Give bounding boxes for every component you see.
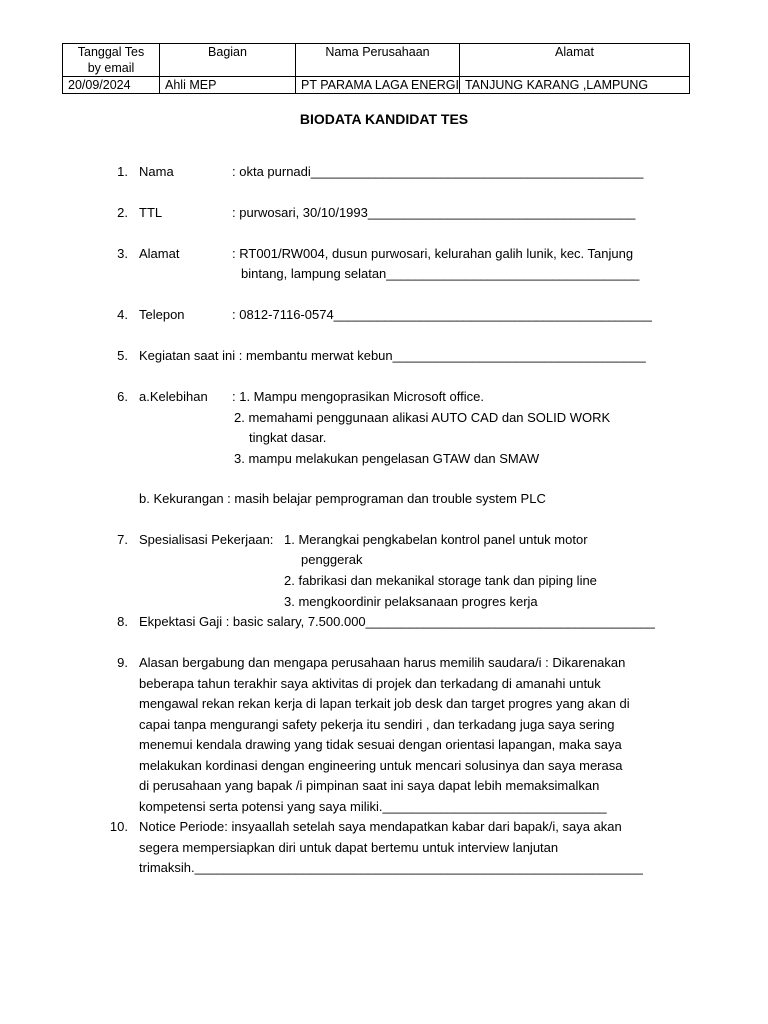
kekurangan-text: b. Kekurangan : masih belajar pemprograman dan trouble system PLC xyxy=(139,491,546,506)
notice-line: segera mempersiapkan diri untuk dapat bertemu untuk interview lanjutan xyxy=(139,840,559,855)
cell-alamat: TANJUNG KARANG ,LAMPUNG xyxy=(460,77,690,94)
item-number-3: 3. xyxy=(117,246,128,261)
alasan-line: capai tanpa mengurangi safety pekerja itu sendiri , dan terkadang juga saya sering xyxy=(139,717,615,732)
kelebihan-line4: 3. mampu melakukan pengelasan GTAW dan SMAW xyxy=(234,451,540,466)
header-table-data-row xyxy=(63,77,690,94)
item-number-10: 10. xyxy=(109,819,128,834)
cell-bagian: Ahli MEP xyxy=(160,77,296,94)
nama-label: Nama xyxy=(139,164,174,179)
col-tanggal-header-line2: by email xyxy=(87,61,135,75)
alasan-line: mengawal rekan rekan kerja di lapan terkait job desk dan target progres yang akan di xyxy=(139,696,630,711)
item-number-1: 1. xyxy=(117,164,128,179)
kelebihan-line3: tingkat dasar. xyxy=(249,430,327,445)
item-number-9: 9. xyxy=(117,655,128,670)
ttl-label: TTL xyxy=(139,205,163,220)
cell-perusahaan: PT PARAMA LAGA ENERGI xyxy=(296,77,460,94)
cell-tanggal: 20/09/2024 xyxy=(63,77,160,94)
telepon-value: : 0812-7116-0574____________________________________________ xyxy=(232,307,652,322)
col-bagian-header: Bagian xyxy=(160,44,296,77)
spesialisasi-line2: penggerak xyxy=(301,552,363,567)
spesialisasi-line1: 1. Merangkai pengkabelan kontrol panel untuk motor xyxy=(284,532,588,547)
gaji-text: Ekpektasi Gaji : basic salary, 7.500.000________________________________________ xyxy=(139,614,655,629)
alamat-label: Alamat xyxy=(139,246,180,261)
kegiatan-text: Kegiatan saat ini : membantu merwat kebun___________________________________ xyxy=(139,348,646,363)
col-perusahaan-header: Nama Perusahaan xyxy=(296,44,460,77)
col-tanggal-header-line1: Tanggal Tes xyxy=(77,45,145,59)
kelebihan-line1: : 1. Mampu mengoprasikan Microsoft office. xyxy=(232,389,484,404)
item-number-8: 8. xyxy=(117,614,128,629)
alamat-value-line1: : RT001/RW004, dusun purwosari, kelurahan galih lunik, kec. Tanjung xyxy=(232,246,634,261)
kelebihan-label: a.Kelebihan xyxy=(139,389,208,404)
nama-value: : okta purnadi______________________________________________ xyxy=(232,164,644,179)
telepon-label: Telepon xyxy=(139,307,185,322)
item-number-6: 6. xyxy=(117,389,128,404)
notice-line: trimaksih.______________________________________________________________ xyxy=(139,860,643,875)
item-number-4: 4. xyxy=(117,307,128,322)
alamat-value-line2: bintang, lampung selatan___________________________________ xyxy=(241,266,640,281)
alasan-line: menemui kendala drawing yang tidak sesuai dengan orientasi lapangan, maka saya xyxy=(139,737,622,752)
ttl-value: : purwosari, 30/10/1993_____________________________________ xyxy=(232,205,636,220)
header-table xyxy=(62,43,690,94)
notice-line: Notice Periode: insyaallah setelah saya mendapatkan kabar dari bapak/i, saya akan xyxy=(139,819,622,834)
spesialisasi-line4: 3. mengkoordinir pelaksanaan progres kerja xyxy=(284,594,538,609)
item-number-5: 5. xyxy=(117,348,128,363)
alasan-line: kompetensi serta potensi yang saya miliki._______________________________ xyxy=(139,799,607,814)
alasan-line: di perusahaan yang bapak /i pimpinan saat ini saya dapat lebih memaksimalkan xyxy=(139,778,600,793)
alasan-line: beberapa tahun terakhir saya aktivitas di projek dan terkadang di amanahi untuk xyxy=(139,676,601,691)
spesialisasi-line3: 2. fabrikasi dan mekanikal storage tank dan piping line xyxy=(284,573,597,588)
header-table-head-row xyxy=(63,44,690,77)
alasan-line: melakukan kordinasi dengan engineering untuk mencari solusinya dan saya merasa xyxy=(139,758,623,773)
document-title: BIODATA KANDIDAT TES xyxy=(299,111,469,127)
alasan-line: Alasan bergabung dan mengapa perusahaan harus memilih saudara/i : Dikarenakan xyxy=(139,655,626,670)
item-number-2: 2. xyxy=(117,205,128,220)
col-alamat-header: Alamat xyxy=(460,44,690,77)
item-number-7: 7. xyxy=(117,532,128,547)
spesialisasi-label: Spesialisasi Pekerjaan: xyxy=(139,532,274,547)
kelebihan-line2: 2. memahami penggunaan alikasi AUTO CAD dan SOLID WORK xyxy=(234,410,611,425)
col-tanggal-header xyxy=(63,44,160,77)
